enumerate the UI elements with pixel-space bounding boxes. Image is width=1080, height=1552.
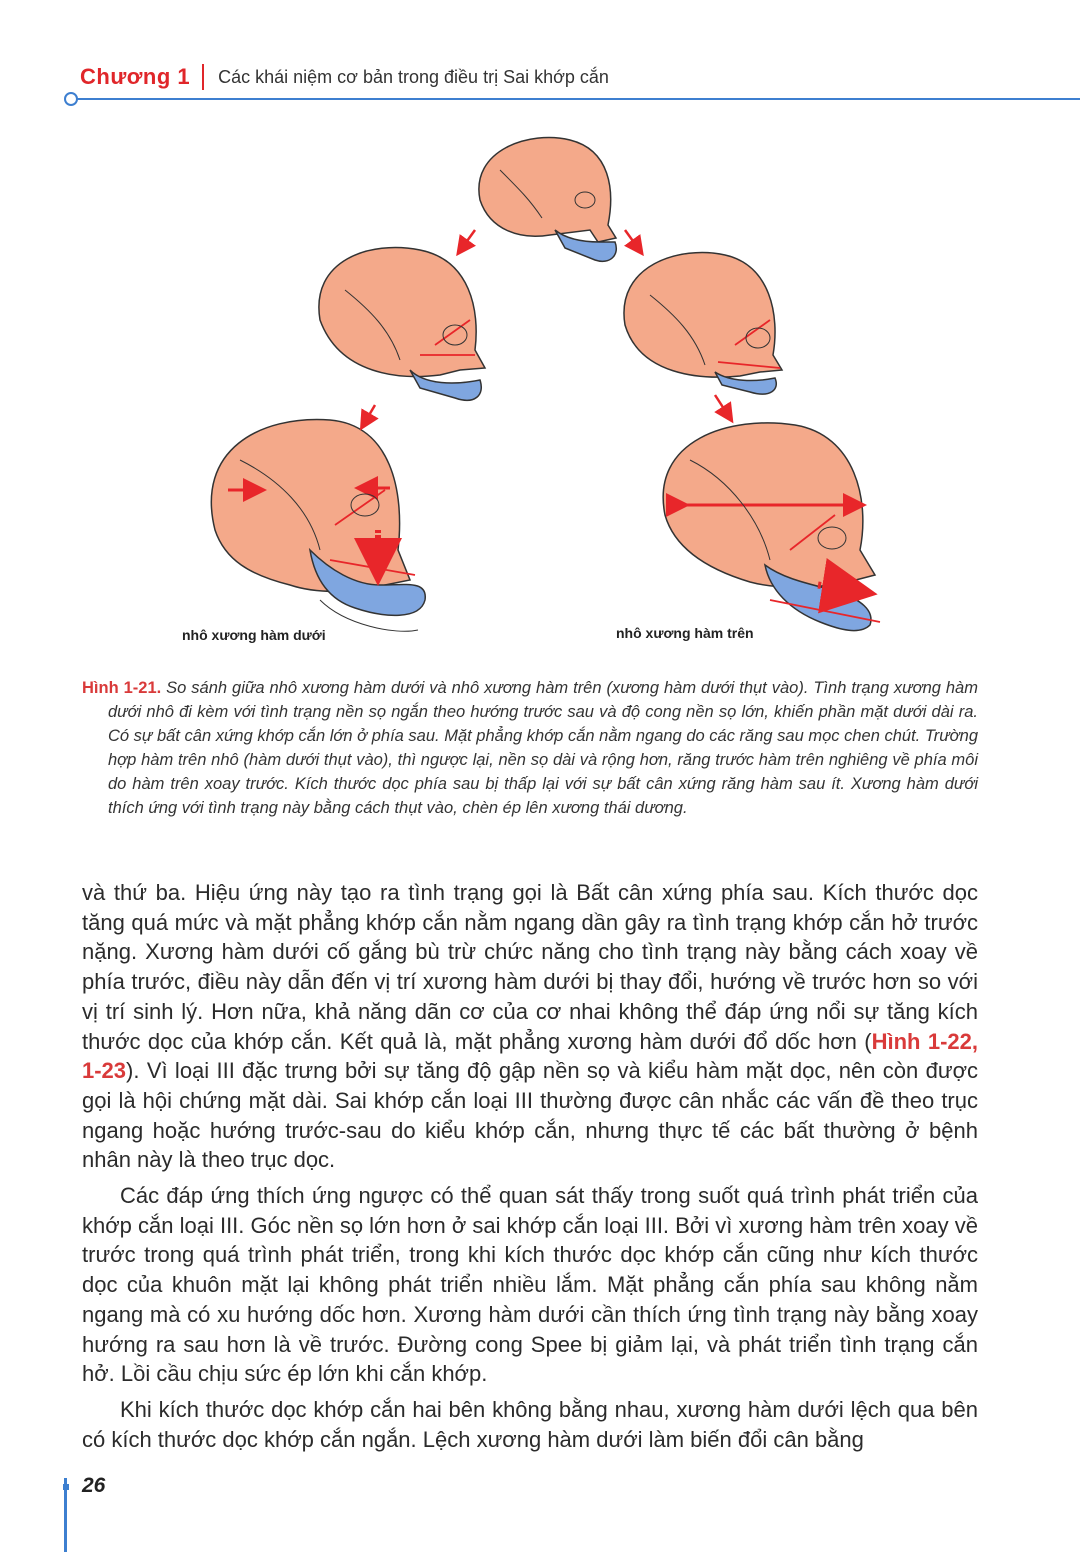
page-side-bar-dot bbox=[63, 1484, 69, 1490]
paragraph-1 bbox=[82, 878, 978, 1175]
skull-top bbox=[479, 138, 616, 262]
skull-bottom-left bbox=[211, 420, 425, 632]
header-rule-dot bbox=[64, 92, 78, 106]
figure-reference-link: Hình 1-22, 1-23 bbox=[82, 1028, 978, 1084]
paragraph-3: Khi kích thước dọc khớp cắn hai bên không bằng nhau, xương hàm dưới lệch qua bên có kích thước dọc khớp cắn ngắn. Lệch xương hàm dưới làm biến đổi cân bằng bbox=[82, 1396, 978, 1452]
paragraph-1-part-b: ). Vì loại III đặc trưng bởi sự tăng độ gập nền sọ và kiểu hàm mặt dọc, nên còn được gọi là hội chứng mặt dài. Sai khớp cắn loại III thường được cân nhắc các vấn đề theo trục ngang hoặc hướng trước-sau do kiểu khớp cắn, nhưng thực tế các bất thường ở bệnh nhân này là theo trục dọc. bbox=[82, 1058, 978, 1173]
header-rule bbox=[72, 98, 1080, 100]
label-mandibular-prognathism: nhô xương hàm dưới bbox=[182, 627, 326, 643]
chapter-title: Các khái niệm cơ bản trong điều trị Sai khớp cắn bbox=[218, 66, 609, 87]
caption-text: So sánh giữa nhô xương hàm dưới và nhô xương hàm trên (xương hàm dưới thụt vào). Tình trạng xương hàm dưới nhô đi kèm với tình trạng nền sọ ngắn theo hướng trước sau và độ cong nền sọ lớn, khiến phần mặt dưới dài ra. Có sự bất cân xứng khớp cắn lớn ở phía sau. Mặt phẳng khớp cắn nằm ngang do các răng sau mọc chen chút. Trường hợp hàm trên nhô (hàm dưới thụt vào), thì ngược lại, nền sọ dài và rộng hơn, răng trước hàm trên nghiêng về phía môi do hàm trên xoay trước. Kích thước dọc phía sau bị thấp lại với sự bất cân xứng răng hàm sau ít. Xương hàm dưới thích ứng với tình trạng này bằng cách thụt vào, chèn ép lên xương thái dương. bbox=[108, 679, 978, 817]
skull-middle-right bbox=[624, 253, 782, 394]
skull-middle-left bbox=[319, 248, 485, 401]
figure-skull-comparison bbox=[170, 130, 890, 660]
paragraph-1-part-a: và thứ ba. Hiệu ứng này tạo ra tình trạng gọi là Bất cân xứng phía sau. Kích thước dọc tăng quá mức và mặt phẳng khớp cắn nằm ngang dần gây ra tình trạng khớp cắn hở trước nặng. Xương hàm dưới cố gắng bù trừ chức năng cho tình trạng này bằng cách xoay về phía trước, điều này dẫn đến vị trí xương hàm dưới bị thay đổi, hướng về trước hơn so với vị trí sinh lý. Hơn nữa, khả năng dãn cơ của cơ nhai không thể đáp ứng nổi sự tăng kích thước dọc của khớp cắn. Kết quả là, mặt phẳng xương hàm dưới đổ dốc hơn ( bbox=[82, 880, 978, 1054]
label-maxillary-prognathism: nhô xương hàm trên bbox=[616, 625, 754, 641]
chapter-label: Chương 1 bbox=[80, 64, 191, 89]
figure-caption bbox=[82, 676, 978, 820]
skull-illustration bbox=[170, 130, 890, 660]
header-separator bbox=[202, 64, 204, 90]
page-number: 26 bbox=[82, 1474, 106, 1497]
running-header bbox=[80, 60, 609, 94]
caption-tag: Hình 1-21. bbox=[82, 679, 162, 697]
paragraph-2: Các đáp ứng thích ứng ngược có thể quan sát thấy trong suốt quá trình phát triển của khớp cắn loại III. Góc nền sọ lớn hơn ở sai khớp cắn loại III. Bởi vì xương hàm trên xoay về trước trong quá trình phát triển, trong khi kích thước dọc khớp cắn cũng như kích thước dọc của khuôn mặt lại không phát triển nhiều lắm. Mặt phẳng cắn phía sau không nằm ngang mà có xu hướng dốc hơn. Xương hàm dưới cần thích ứng tình trạng này bằng xoay hướng ra sau hơn là về trước. Đường cong Spee bị giảm lại, và phát triển tình trạng cắn hở. Lồi cầu chịu sức ép lớn khi cắn khớp. bbox=[82, 1183, 978, 1387]
skull-bottom-right bbox=[663, 423, 880, 631]
body-text bbox=[82, 878, 978, 1460]
